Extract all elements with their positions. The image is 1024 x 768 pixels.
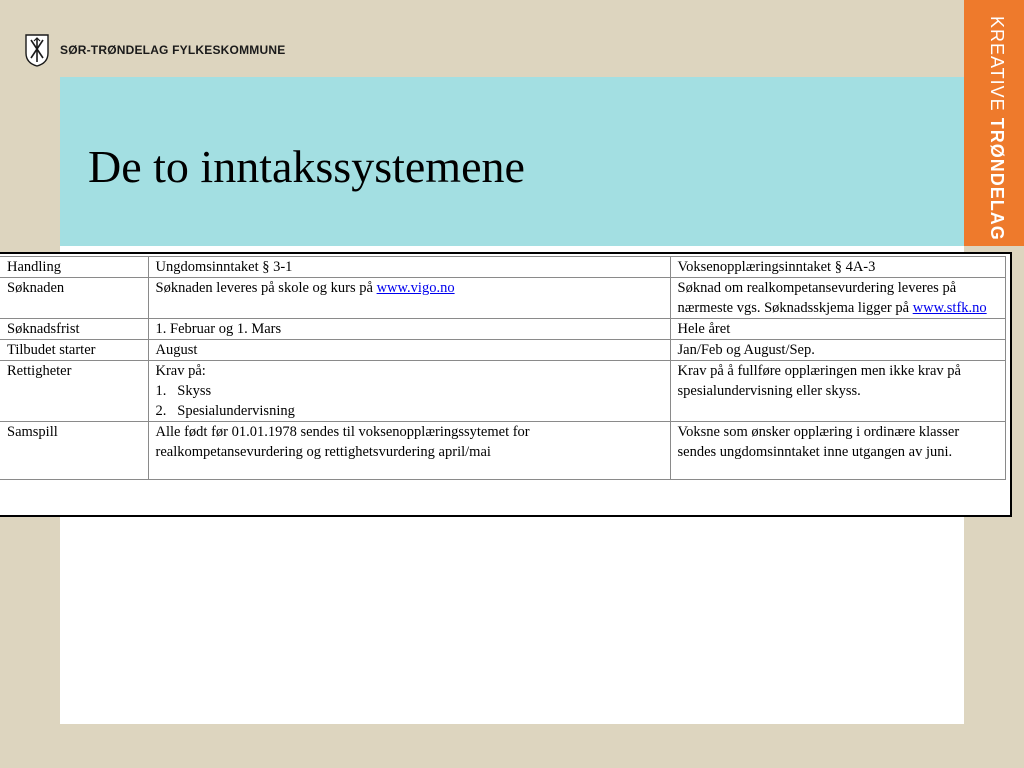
list-item: 1. Skyss: [155, 383, 212, 399]
brand-logo-text: [986, 16, 1007, 241]
vigo-link[interactable]: www.vigo.no: [376, 280, 455, 296]
brand-suffix: TRØNDELAG: [987, 117, 1007, 241]
org-name: SØR-TRØNDELAG FYLKESKOMMUNE: [60, 43, 286, 57]
table-cell: Handling: [0, 257, 148, 278]
table-row: [0, 422, 1005, 480]
table-row: [0, 340, 1005, 361]
coat-of-arms-icon: [24, 33, 50, 67]
table-cell: Tilbudet starter: [0, 340, 148, 361]
table-row: [0, 319, 1005, 340]
stfk-link[interactable]: www.stfk.no: [912, 300, 987, 316]
table-frame: [0, 252, 1012, 517]
header-logo: [24, 32, 285, 68]
table-cell: [148, 278, 670, 319]
table-cell: 1. Februar og 1. Mars: [148, 319, 670, 340]
table-cell: [670, 278, 1005, 319]
table-cell: Voksenopplæringsinntaket § 4A-3: [670, 257, 1005, 278]
comparison-table: [0, 256, 1006, 480]
table-header-row: [0, 257, 1005, 278]
table-cell: August: [148, 340, 670, 361]
table-cell: [148, 361, 670, 422]
table-cell: Alle født før 01.01.1978 sendes til voksenopplæringssytemet for realkompetansevurdering og rettighetsvurdering april/mai: [148, 422, 670, 480]
list-item: 2. Spesialundervisning: [155, 403, 295, 419]
table-cell: Søknadsfrist: [0, 319, 148, 340]
table-cell: Samspill: [0, 422, 148, 480]
table-cell: Ungdomsinntaket § 3-1: [148, 257, 670, 278]
table-cell: Jan/Feb og August/Sep.: [670, 340, 1005, 361]
cell-text: Krav på:: [155, 363, 206, 379]
page-title: De to inntakssystemene: [88, 141, 525, 192]
table-cell: Søknaden: [0, 278, 148, 319]
cell-text: Søknad om realkompetansevurdering leveres på nærmeste vgs. Søknadsskjema ligger på: [677, 280, 957, 316]
cell-text: Søknaden leveres på skole og kurs på: [155, 280, 377, 296]
table-row: [0, 361, 1005, 422]
table-cell: Voksne som ønsker opplæring i ordinære klasser sendes ungdomsinntaket inne utgangen av juni.: [670, 422, 1005, 480]
table-cell: Rettigheter: [0, 361, 148, 422]
table-row: [0, 278, 1005, 319]
brand-strip: [964, 0, 1024, 246]
table-cell: Hele året: [670, 319, 1005, 340]
table-cell: Krav på å fullføre opplæringen men ikke krav på spesialundervisning eller skyss.: [670, 361, 1005, 422]
brand-prefix: KREATIVE: [987, 16, 1007, 118]
